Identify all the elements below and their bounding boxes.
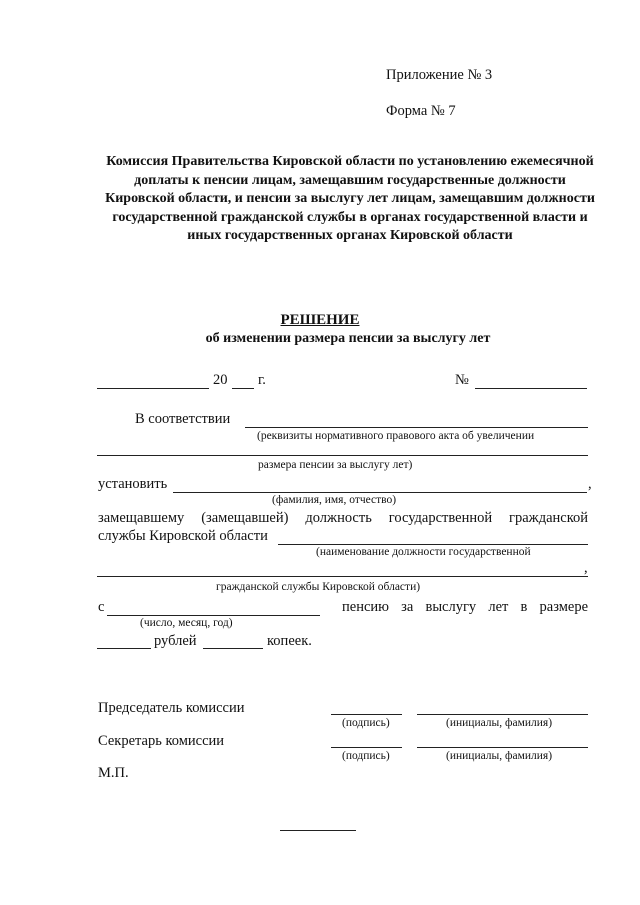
form-label: Форма № 7	[386, 103, 456, 119]
hint-position-1: (наименование должности государственной	[316, 546, 531, 558]
word: лет	[488, 599, 509, 615]
chairman-signature-blank[interactable]	[331, 714, 402, 715]
word: гражданской	[509, 510, 589, 526]
kopecks-label: копеек.	[267, 633, 312, 649]
organization-name: Комиссия Правительства Кировской области по установлению ежемесячной доплаты к пенсии лицам, замещавшим государственные должности Кировской области, и пенсии за выслугу лет лицам, замещавшим должности государственной гражданской службы в органах государственной власти и иных государственных органах Кировской области	[105, 154, 595, 244]
document-title: РЕШЕНИЕ	[280, 312, 360, 328]
position-blank-1[interactable]	[278, 544, 588, 545]
word: выслугу	[425, 599, 477, 615]
secretary-label: Секретарь комиссии	[98, 733, 225, 749]
word: замещавшему	[98, 510, 185, 526]
chairman-name-blank[interactable]	[417, 714, 588, 715]
legal-act-blank-1[interactable]	[245, 427, 588, 428]
bottom-separator	[280, 830, 356, 831]
date-year-prefix: 20	[213, 372, 228, 388]
pension-amount-line	[342, 599, 588, 616]
document-number-blank[interactable]	[475, 388, 587, 389]
date-year-suffix: г.	[258, 372, 266, 388]
rubles-label: рублей	[154, 633, 197, 649]
chairman-name-hint: (инициалы, фамилия)	[446, 717, 553, 729]
document-subtitle: об изменении размера пенсии за выслугу лет	[205, 331, 491, 346]
secretary-signature-blank[interactable]	[331, 747, 402, 748]
chairman-label: Председатель комиссии	[98, 700, 245, 716]
word: за	[401, 599, 414, 615]
chairman-signature-hint: (подпись)	[342, 717, 390, 729]
word: в	[520, 599, 528, 615]
word: (замещавшей)	[201, 510, 289, 526]
secretary-signature-hint: (подпись)	[342, 750, 390, 762]
position-blank-2[interactable]	[97, 576, 588, 577]
secretary-name-hint: (инициалы, фамилия)	[446, 750, 553, 762]
hint-legal-act-2: размера пенсии за выслугу лет)	[258, 459, 413, 471]
full-name-blank[interactable]	[173, 492, 587, 493]
word: государственной	[388, 510, 493, 526]
word: должность	[305, 510, 372, 526]
start-date-blank[interactable]	[107, 615, 320, 616]
in-accordance-label: В соответствии	[135, 411, 231, 427]
rubles-blank[interactable]	[97, 648, 151, 649]
hint-legal-act-1: (реквизиты нормативного правового акта об увеличении	[257, 430, 535, 442]
from-label: с	[98, 599, 105, 615]
word: размере	[539, 599, 589, 615]
stamp-label: М.П.	[98, 765, 129, 781]
legal-act-blank-2[interactable]	[97, 455, 588, 456]
secretary-name-blank[interactable]	[417, 747, 588, 748]
date-day-month-blank[interactable]	[97, 388, 209, 389]
hint-full-name: (фамилия, имя, отчество)	[272, 494, 397, 506]
comma-1: ,	[588, 476, 592, 492]
appendix-label: Приложение № 3	[386, 67, 493, 83]
comma-2: ,	[584, 560, 588, 576]
hint-position-2: гражданской службы Кировской области)	[216, 581, 421, 593]
replaced-position-line	[98, 510, 588, 527]
hint-date: (число, месяц, год)	[140, 617, 233, 629]
kopecks-blank[interactable]	[203, 648, 263, 649]
word: пенсию	[342, 599, 389, 615]
date-year-blank[interactable]	[232, 388, 254, 389]
civil-service-label: службы Кировской области	[98, 528, 268, 544]
number-sign: №	[455, 372, 469, 388]
establish-label: установить	[98, 476, 168, 492]
